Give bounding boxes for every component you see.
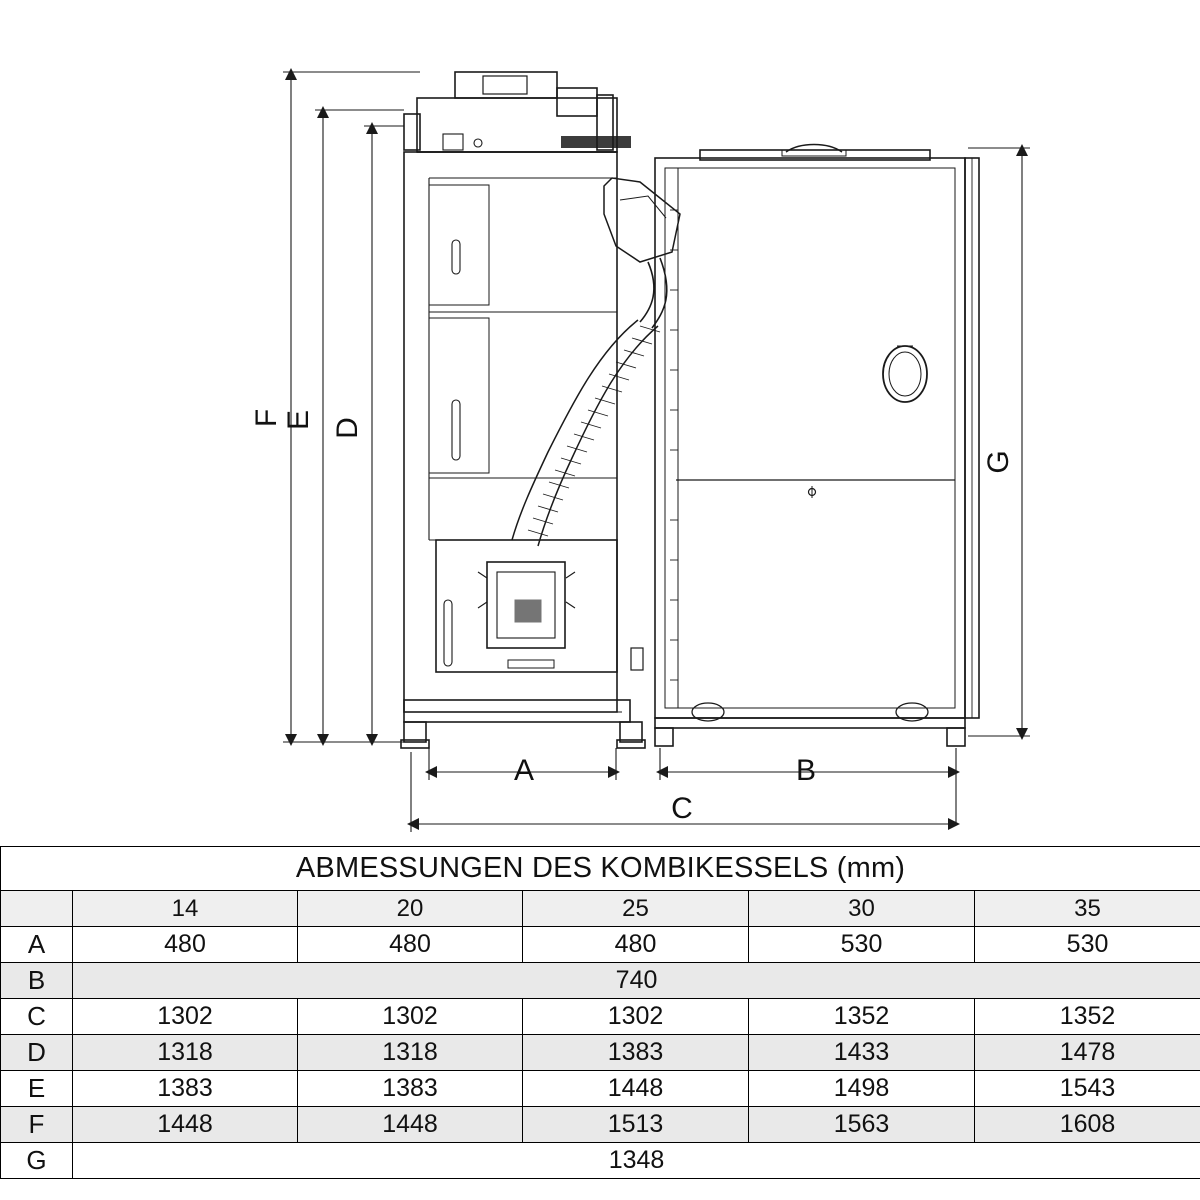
dimension-label-D: D: [331, 417, 364, 439]
table-title: ABMESSUNGEN DES KOMBIKESSELS (mm): [1, 847, 1200, 891]
table-header-row: [1, 891, 1200, 927]
boiler-base: [401, 700, 645, 748]
cell-F-14: 1448: [73, 1107, 298, 1143]
burner-assembly: [436, 540, 643, 672]
cell-C-30: 1352: [749, 999, 975, 1035]
column-header-35: 35: [975, 891, 1200, 927]
cell-D-25: 1383: [523, 1035, 749, 1071]
cell-C-14: 1302: [73, 999, 298, 1035]
dimensions-table-container: [0, 846, 1200, 1179]
cell-D-35: 1478: [975, 1035, 1200, 1071]
cell-D-30: 1433: [749, 1035, 975, 1071]
cell-D-20: 1318: [298, 1035, 523, 1071]
dimension-label-A: A: [513, 754, 535, 787]
row-label-A: A: [1, 927, 73, 963]
table-row: [1, 963, 1200, 999]
cell-A-30: 530: [749, 927, 975, 963]
dimension-label-G: G: [982, 450, 1015, 474]
table-corner-cell: [1, 891, 73, 927]
row-label-G: G: [1, 1143, 73, 1179]
cell-C-35: 1352: [975, 999, 1200, 1035]
cell-E-14: 1383: [73, 1071, 298, 1107]
cell-F-25: 1513: [523, 1107, 749, 1143]
column-header-25: 25: [523, 891, 749, 927]
cell-E-30: 1498: [749, 1071, 975, 1107]
table-row: [1, 1107, 1200, 1143]
pellet-hopper: [655, 145, 979, 747]
dimension-label-B: B: [795, 754, 817, 787]
cell-A-35: 530: [975, 927, 1200, 963]
row-label-D: D: [1, 1035, 73, 1071]
cell-F-35: 1608: [975, 1107, 1200, 1143]
cell-F-20: 1448: [298, 1107, 523, 1143]
cell-F-30: 1563: [749, 1107, 975, 1143]
cell-C-25: 1302: [523, 999, 749, 1035]
cell-A-14: 480: [73, 927, 298, 963]
cell-C-20: 1302: [298, 999, 523, 1035]
dimension-label-C: C: [671, 792, 693, 825]
row-label-E: E: [1, 1071, 73, 1107]
table-row: [1, 999, 1200, 1035]
column-header-30: 30: [749, 891, 975, 927]
dimensions-table: [0, 846, 1200, 1179]
row-label-F: F: [1, 1107, 73, 1143]
cell-G-all: 1348: [73, 1143, 1200, 1179]
table-row: [1, 1035, 1200, 1071]
table-title-row: [1, 847, 1200, 891]
cell-A-25: 480: [523, 927, 749, 963]
cell-E-35: 1543: [975, 1071, 1200, 1107]
cell-A-20: 480: [298, 927, 523, 963]
dimension-label-F: F: [250, 408, 283, 428]
row-label-B: B: [1, 963, 73, 999]
table-row: [1, 927, 1200, 963]
table-row: [1, 1071, 1200, 1107]
dimension-label-E: E: [282, 409, 315, 431]
column-header-14: 14: [73, 891, 298, 927]
cell-D-14: 1318: [73, 1035, 298, 1071]
row-label-C: C: [1, 999, 73, 1035]
column-header-20: 20: [298, 891, 523, 927]
table-row: [1, 1143, 1200, 1179]
cell-B-all: 740: [73, 963, 1200, 999]
cell-E-20: 1383: [298, 1071, 523, 1107]
cell-E-25: 1448: [523, 1071, 749, 1107]
